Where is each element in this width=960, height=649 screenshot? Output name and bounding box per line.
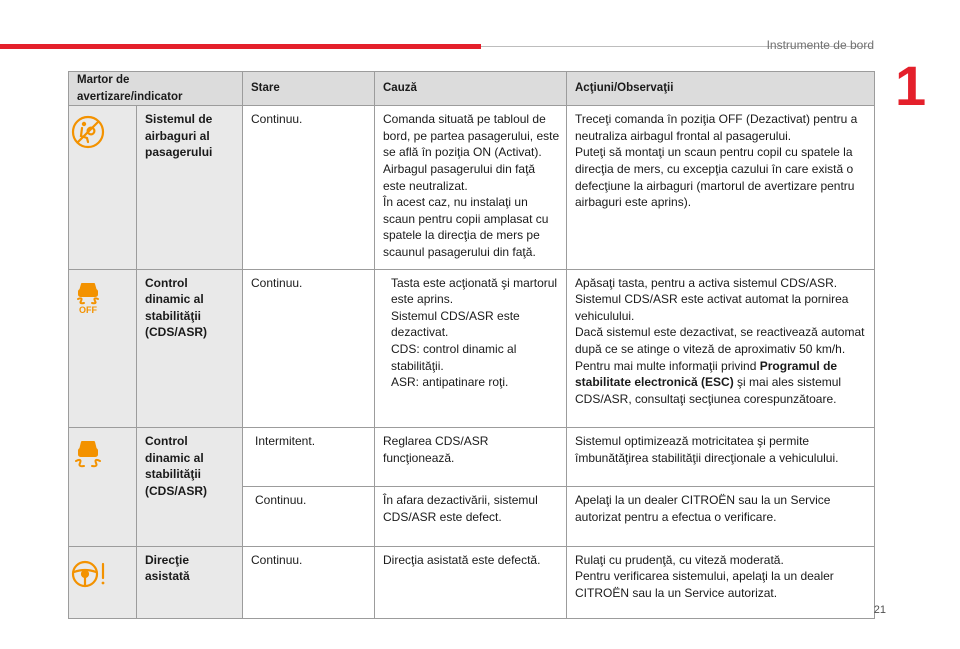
icon-cell — [69, 546, 137, 618]
cause-text: Tasta este acţionată şi martorul este aprins. Sistemul CDS/ASR este dezactivat. CDS: control dinamic al stabilităţii. ASR: antipatinare roţi. — [391, 275, 558, 390]
icon-cell — [69, 428, 137, 546]
state-cell: Continuu. — [243, 269, 375, 428]
state-cell: Continuu. — [243, 106, 375, 269]
table-row — [69, 269, 875, 428]
cause-text: Comanda situată pe tabloul de bord, pe partea pasagerului, este se află în poziţia ON (Activat). Airbagul pasagerului din faţă este neutralizat. În acest caz, nu instalaţi un scaun pentru copii amplasat cu spatele la direcţia de mers pe scaunul pasagerului din faţă. — [383, 112, 560, 259]
action-text — [575, 275, 868, 408]
section-title: Instrumente de bord — [766, 38, 874, 52]
column-header-indicator: Martor de avertizare/indicator — [69, 72, 243, 106]
chapter-number: 1 — [895, 54, 927, 117]
column-header-cause: Cauză — [375, 72, 567, 106]
indicator-name: Sistemul de airbaguri al pasagerului — [137, 106, 243, 269]
airbag-off-icon — [70, 114, 106, 150]
table-row — [69, 546, 875, 618]
cause-cell — [375, 546, 567, 618]
esc-icon — [70, 436, 106, 472]
cause-text: Reglarea CDS/ASR funcţionează. — [383, 434, 489, 465]
action-text: Sistemul optimizează motricitatea şi permite îmbunătăţirea stabilităţii direcţionale a vehiculului. — [575, 434, 839, 465]
esc-off-icon — [70, 278, 106, 314]
state-cell: Continuu. — [243, 487, 375, 546]
action-cell — [567, 546, 875, 618]
action-cell — [567, 428, 875, 487]
action-cell — [567, 106, 875, 269]
action-text: Rulaţi cu prudenţă, cu viteză moderată. Pentru verificarea sistemului, apelaţi la un dealer CITROËN sau la un Service autorizat. — [575, 552, 834, 600]
table-row — [69, 428, 875, 487]
column-header-action: Acţiuni/Observaţii — [567, 72, 875, 106]
page-number: 21 — [873, 604, 886, 616]
action-text: Treceţi comanda în poziţia OFF (Dezactivat) pentru a neutraliza airbagul frontal al pasagerului. Puteţi să montaţi un scaun pentru copil cu spatele la direcţia de mers, cu excepţia cazului în care există o defecţiune la airbaguri (martorul de avertizare pentru airbaguri este aprins). — [575, 112, 858, 210]
action-text-part: şi mai ales sistemul CDS/ASR, consultaţi secţiunea corespunzătoare. — [575, 375, 842, 406]
cause-cell — [375, 428, 567, 487]
indicator-name: Control dinamic al stabilităţii (CDS/ASR) — [137, 269, 243, 428]
cause-cell — [375, 106, 567, 269]
table-row — [69, 106, 875, 269]
icon-cell — [69, 106, 137, 269]
action-cell — [567, 269, 875, 428]
table-header-row — [69, 72, 875, 106]
action-text: Apelaţi la un dealer CITROËN sau la un Service autorizat pentru a efectua o verificare. — [575, 493, 831, 525]
state-cell: Continuu. — [243, 546, 375, 618]
cause-text: În afara dezactivării, sistemul CDS/ASR este defect. — [383, 493, 538, 525]
column-header-state: Stare — [243, 72, 375, 106]
indicator-name: Direcţie asistată — [137, 546, 243, 618]
warning-lights-table — [68, 71, 875, 619]
action-cell — [567, 487, 875, 546]
action-text-part: Apăsaţi tasta, pentru a activa sistemul CDS/ASR. Sistemul CDS/ASR este activat automat la pornirea vehiculului. Dacă sistemul este dezactivat, se reactivează automat după ce se atinge o viteză de aproximativ 50 km/h. Pentru mai multe informaţii privind — [575, 275, 865, 373]
state-cell: Intermitent. — [243, 428, 375, 487]
svg-text:OFF: OFF — [79, 304, 97, 314]
action-text-emphasis: Programul de stabilitate electronică (ESC) — [575, 358, 838, 390]
cause-cell — [375, 487, 567, 546]
indicator-name: Control dinamic al stabilităţii (CDS/ASR) — [137, 428, 243, 546]
icon-cell — [69, 269, 137, 428]
cause-cell — [375, 269, 567, 428]
cause-text: Direcţia asistată este defectă. — [383, 552, 541, 567]
power-steering-icon — [70, 555, 106, 591]
header-red-bar — [0, 44, 481, 49]
